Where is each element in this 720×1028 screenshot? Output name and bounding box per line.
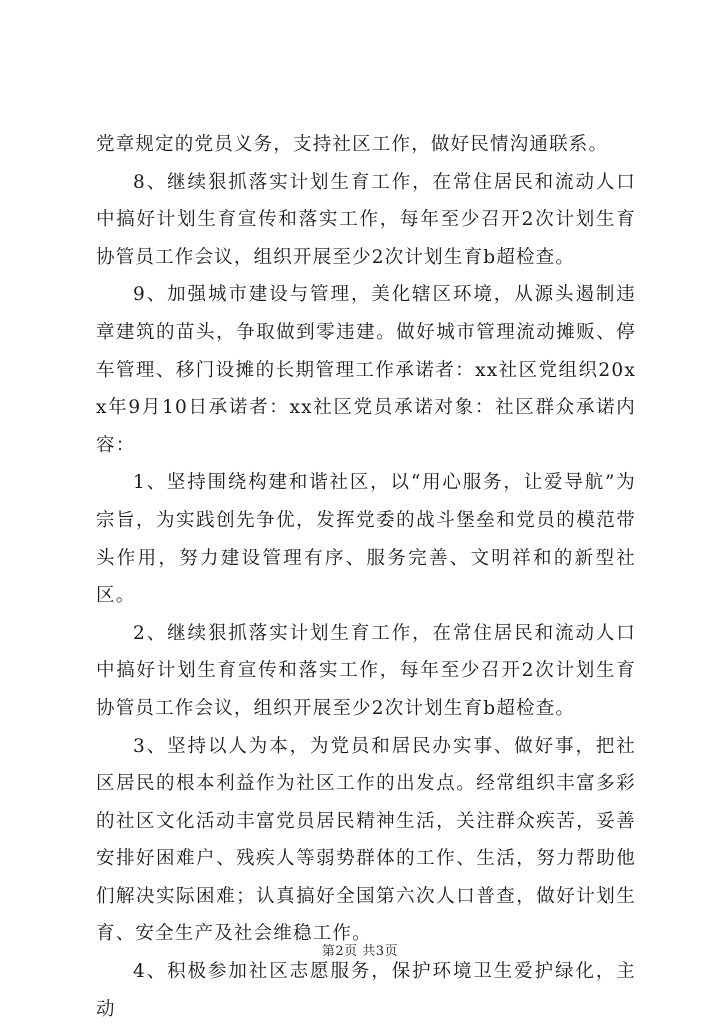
paragraph-item-1: 1、坚持围绕构建和谐社区，以“用心服务，让爱导航”为宗旨，为实践创先争优，发挥党委的战斗堡垒和党员的模范带头作用，努力建设管理有序、服务完善、文明祥和的新型社区。 [96,472,636,607]
page-number-footer: 第2页 共3页 [321,944,399,959]
paragraph-item-4: 4、积极参加社区志愿服务，保护环境卫生爱护绿化，主动 [96,961,636,1020]
paragraph-item-3: 3、坚持以人为本，为党员和居民办实事、做好事，把社区居民的根本利益作为社区工作的出发点。经常组织丰富多彩的社区文化活动丰富党员居民精神生活，关注群众疾苦，妥善安排好困难户、残疾人等弱势群体的工作、生活，努力帮助他们解决实际困难；认真搞好全国第六次人口普查，做好计划生育、安全生产及社会维稳工作。 [96,735,636,945]
paragraph-item-8: 8、继续狠抓落实计划生育工作，在常住居民和流动人口中搞好计划生育宣传和落实工作，每年至少召开2次计划生育协管员工作会议，组织开展至少2次计划生育b超检查。 [96,171,636,268]
document-body [96,126,636,1028]
paragraph-continuation: 党章规定的党员义务，支持社区工作，做好民情沟通联系。 [96,134,609,155]
paragraph-item-9: 9、加强城市建设与管理，美化辖区环境，从源头遏制违章建筑的苗头，争取做到零违建。做好城市管理流动摊贩、停车管理、移门设摊的长期管理工作承诺者：xx社区党组织20xx年9月10日承诺者：xx社区党员承诺对象：社区群众承诺内容： [96,284,636,456]
paragraph-item-2: 2、继续狠抓落实计划生育工作，在常住居民和流动人口中搞好计划生育宣传和落实工作，每年至少召开2次计划生育协管员工作会议，组织开展至少2次计划生育b超检查。 [96,622,636,719]
